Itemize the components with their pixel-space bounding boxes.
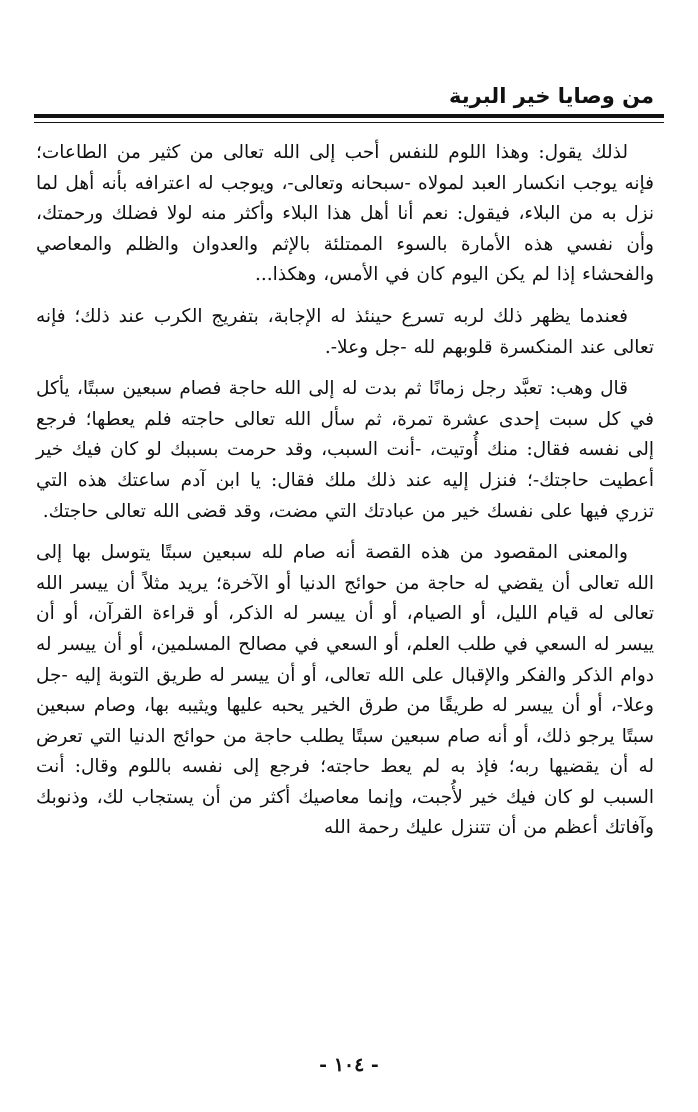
- running-header: من وصايا خير البرية: [449, 84, 654, 108]
- page-number: - ١٠٤ -: [319, 1054, 379, 1076]
- paragraph-2: فعندما يظهر ذلك لربه تسرع حينئذ له الإجابة، بتفريج الكرب عند ذلك؛ فإنه تعالى عند المنكسرة قلوبهم لله -جل وعلا-.: [36, 305, 654, 358]
- paragraph-3: قال وهب: تعبَّد رجل زمانًا ثم بدت له إلى الله حاجة فصام سبعين سبتًا، يأكل في كل سبت إحدى عشرة تمرة، ثم سأل الله تعالى حاجته فلم يعطها؛ فرجع إلى نفسه فقال: منك أُوتيت، -أنت السبب، وقد حرمت بسببك لو كان فيك خير أعطيت حاجتك-؛ فنزل إليه عند ذلك ملك فقال: يا ابن آدم ساعتك هذه التي تزري فيها على نفسك خير من عبادتك التي مضت، وقد قضى الله تعالى حاجتك.: [36, 378, 654, 522]
- paragraph-4: والمعنى المقصود من هذه القصة أنه صام لله سبعين سبتًا يتوسل بها إلى الله تعالى أن يقضي له حاجة من حوائج الدنيا أو الآخرة؛ يريد مثلاً أن ييسر الله تعالى له قيام الليل، أو الصيام، أو أن ييسر له الذكر، أو قراءة القرآن، أو أن ييسر له السعي في طلب العلم، أو السعي في مصالح المسلمين، أو أن ييسر له دوام الذكر والفكر والإقبال على الله تعالى، أو أن ييسر له طريق التوبة إليه -جل وعلا-، أو أن ييسر له طريقًا من طرق الخير يحبه عليها ويثيبه بها، وصام سبعين سبتًا يرجو ذلك، أو أنه صام سبعين سبتًا يطلب حاجة من حوائج الدنيا التي تعرض له أن يقضيها ربه؛ فإذ به لم يعط حاجته؛ فرجع إلى نفسه باللوم وقال: أنت السبب لو كان فيك خير لأُجبت، وإنما معاصيك أكثر من أن يستجاب لك، وذنوبك وآفاتك أعظم من أن تتنزل عليك رحمة الله: [36, 542, 654, 839]
- paragraph-1: لذلك يقول: وهذا اللوم للنفس أحب إلى الله تعالى من كثير من الطاعات؛ فإنه يوجب انكسار العبد لمولاه -سبحانه وتعالى-، ويوجب له اعترافه بأنه أهل لما نزل به من البلاء، فيقول: نعم أنا أهل هذا البلاء وأكثر منه لولا فضلك ورحمتك، وأن نفسي هذه الأمارة بالسوء الممتلئة بالإثم والعدوان والظلم والمعاصي والفحشاء إذا لم يكن اليوم كان في الأمس، وهكذا...: [36, 142, 654, 286]
- body-text: [36, 138, 654, 855]
- header-rule: [34, 114, 664, 123]
